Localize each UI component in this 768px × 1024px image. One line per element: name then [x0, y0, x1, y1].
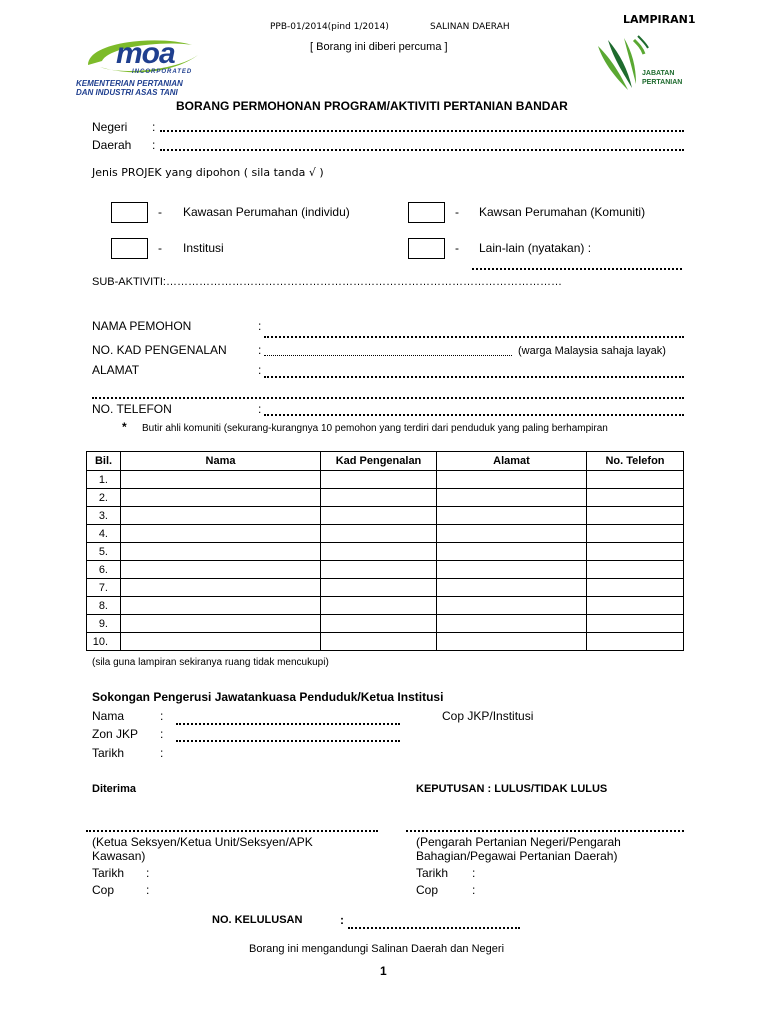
dash: -: [455, 205, 459, 219]
received-title: Diterima: [92, 783, 137, 795]
footer-note: Borang ini mengandungi Salinan Daerah dan Negeri: [249, 943, 505, 955]
address-field-line1[interactable]: [264, 376, 684, 378]
ic-cell[interactable]: [321, 507, 437, 525]
support-name-label: Nama: [92, 709, 125, 723]
phone-cell[interactable]: [587, 579, 684, 597]
moa-brand: moa: [116, 37, 175, 70]
jabatan-line1: JABATAN: [642, 70, 675, 77]
address-colon: :: [258, 363, 262, 377]
negeri-label: Negeri: [92, 120, 128, 134]
phone-label: NO. TELEFON: [92, 402, 172, 416]
moa-sub: INCORPORATED: [132, 69, 193, 75]
address-cell[interactable]: [437, 561, 587, 579]
decision-date-label: Tarikh: [416, 866, 449, 880]
row-number: 9.: [87, 615, 121, 633]
address-field-line2[interactable]: [92, 397, 684, 399]
row-number: 7.: [87, 579, 121, 597]
ic-cell[interactable]: [321, 615, 437, 633]
leaf-emblem-icon: [594, 34, 684, 96]
received-stamp-colon: :: [146, 883, 150, 897]
name-cell[interactable]: [121, 543, 321, 561]
support-zone-label: Zon JKP: [92, 727, 139, 741]
phone-cell[interactable]: [587, 525, 684, 543]
address-cell[interactable]: [437, 615, 587, 633]
name-cell[interactable]: [121, 597, 321, 615]
ic-cell[interactable]: [321, 471, 437, 489]
ic-cell[interactable]: [321, 525, 437, 543]
approval-number-field[interactable]: [348, 927, 520, 929]
received-date-colon: :: [146, 866, 150, 880]
negeri-field[interactable]: [160, 130, 684, 132]
ic-cell[interactable]: [321, 489, 437, 507]
moa-line1: KEMENTERIAN PERTANIAN: [76, 79, 183, 88]
project-prompt: Jenis PROJEK yang dipohon ( sila tanda √ ): [92, 166, 324, 179]
received-date-label: Tarikh: [92, 866, 125, 880]
moa-line2: DAN INDUSTRI ASAS TANI: [76, 88, 178, 97]
support-zone-colon: :: [160, 727, 164, 741]
row-number: 10.: [87, 633, 121, 651]
table-row: [87, 561, 684, 579]
name-cell[interactable]: [121, 525, 321, 543]
ic-cell[interactable]: [321, 579, 437, 597]
table-note: (sila guna lampiran sekiranya ruang tidak mencukupi): [92, 657, 329, 668]
address-cell[interactable]: [437, 543, 587, 561]
decision-date-colon: :: [472, 866, 476, 880]
ic-field[interactable]: [264, 355, 512, 356]
decision-stamp-label: Cop: [416, 883, 439, 897]
approval-label: NO. KELULUSAN: [212, 914, 303, 926]
col-nama: Nama: [121, 452, 321, 471]
support-date-colon: :: [160, 746, 164, 760]
applicant-name-colon: :: [258, 319, 262, 333]
row-number: 8.: [87, 597, 121, 615]
page-number: 1: [380, 964, 387, 978]
daerah-label: Daerah: [92, 138, 132, 152]
name-cell[interactable]: [121, 561, 321, 579]
jabatan-line2: PERTANIAN: [642, 79, 683, 86]
option-kawasan-komuniti: Kawsan Perumahan (Komuniti): [479, 205, 646, 219]
name-cell[interactable]: [121, 507, 321, 525]
address-cell[interactable]: [437, 597, 587, 615]
received-signatory: (Ketua Seksyen/Ketua Unit/Seksyen/APK Kawasan): [92, 835, 313, 863]
col-kad-pengenalan: Kad Pengenalan: [321, 452, 437, 471]
approval-colon: :: [340, 913, 344, 927]
lain-lain-field[interactable]: [472, 268, 682, 270]
table-row: [87, 597, 684, 615]
support-zone-field[interactable]: [176, 740, 400, 742]
phone-cell[interactable]: [587, 615, 684, 633]
checkbox-kawasan-individu[interactable]: [111, 202, 148, 223]
checkbox-institusi[interactable]: [111, 238, 148, 259]
checkbox-lain-lain[interactable]: [408, 238, 445, 259]
decision-signature-line[interactable]: [406, 830, 684, 832]
daerah-field[interactable]: [160, 149, 684, 151]
address-cell[interactable]: [437, 489, 587, 507]
table-header-row: [87, 452, 684, 471]
checkbox-kawasan-komuniti[interactable]: [408, 202, 445, 223]
support-name-colon: :: [160, 709, 164, 723]
option-lain-lain: Lain-lain (nyatakan) :: [479, 241, 592, 255]
dash: -: [455, 241, 459, 255]
address-cell[interactable]: [437, 633, 587, 651]
address-cell[interactable]: [437, 507, 587, 525]
ic-cell[interactable]: [321, 597, 437, 615]
row-number: 4.: [87, 525, 121, 543]
note-text: Butir ahli komuniti (sekurang-kurangnya 10 pemohon yang terdiri dari penduduk yang paling berhampiran: [142, 423, 608, 434]
applicant-name-label: NAMA PEMOHON: [92, 319, 192, 333]
address-cell[interactable]: [437, 579, 587, 597]
sub-activity-row[interactable]: [92, 276, 562, 288]
daerah-colon: :: [152, 138, 156, 152]
phone-field[interactable]: [264, 414, 684, 416]
table-row: [87, 507, 684, 525]
received-signature-line[interactable]: [86, 830, 378, 832]
moa-logo: [76, 35, 210, 101]
name-cell[interactable]: [121, 615, 321, 633]
attachment-label: LAMPIRAN1: [623, 13, 696, 26]
address-label: ALAMAT: [92, 363, 140, 377]
name-cell[interactable]: [121, 633, 321, 651]
option-institusi: Institusi: [183, 241, 224, 255]
row-number: 3.: [87, 507, 121, 525]
name-cell[interactable]: [121, 471, 321, 489]
row-number: 6.: [87, 561, 121, 579]
phone-cell[interactable]: [587, 507, 684, 525]
table-row: [87, 489, 684, 507]
phone-cell[interactable]: [587, 543, 684, 561]
col-alamat: Alamat: [437, 452, 587, 471]
col-bil: Bil.: [87, 452, 121, 471]
row-number: 2.: [87, 489, 121, 507]
col-no-telefon: No. Telefon: [587, 452, 684, 471]
decision-stamp-colon: :: [472, 883, 476, 897]
note-star: *: [122, 420, 127, 434]
address-cell[interactable]: [437, 471, 587, 489]
row-number: 1.: [87, 471, 121, 489]
ic-cell[interactable]: [321, 543, 437, 561]
table-row: [87, 471, 684, 489]
option-kawasan-individu: Kawasan Perumahan (individu): [183, 205, 350, 219]
name-cell[interactable]: [121, 489, 321, 507]
row-number: 5.: [87, 543, 121, 561]
received-stamp-label: Cop: [92, 883, 115, 897]
ic-colon: :: [258, 343, 262, 357]
sub-activity-label: SUB-AKTIVITI:: [92, 276, 166, 288]
ic-cell[interactable]: [321, 633, 437, 651]
support-date-label: Tarikh: [92, 746, 125, 760]
address-cell[interactable]: [437, 525, 587, 543]
table-row: [87, 525, 684, 543]
dash: -: [158, 205, 162, 219]
copy-type: SALINAN DAERAH: [430, 22, 510, 32]
decision-signatory: (Pengarah Pertanian Negeri/Pengarah Bahagian/Pegawai Pertanian Daerah): [416, 835, 621, 863]
table-row: [87, 543, 684, 561]
jabatan-pertanian-logo: [594, 34, 684, 96]
ic-label: NO. KAD PENGENALAN: [92, 343, 227, 357]
phone-cell[interactable]: [587, 561, 684, 579]
support-stamp-label: Cop JKP/Institusi: [442, 709, 534, 723]
members-table: [86, 451, 684, 651]
ic-note: (warga Malaysia sahaja layak): [518, 345, 666, 357]
name-cell[interactable]: [121, 579, 321, 597]
phone-colon: :: [258, 402, 262, 416]
negeri-colon: :: [152, 120, 156, 134]
phone-cell[interactable]: [587, 489, 684, 507]
table-row: [87, 633, 684, 651]
table-row: [87, 615, 684, 633]
ic-cell[interactable]: [321, 561, 437, 579]
table-row: [87, 579, 684, 597]
form-ref-code: PPB-01/2014(pind 1/2014): [270, 22, 389, 32]
phone-cell[interactable]: [587, 597, 684, 615]
applicant-name-field[interactable]: [264, 336, 684, 338]
form-title: BORANG PERMOHONAN PROGRAM/AKTIVITI PERTANIAN BANDAR: [176, 99, 568, 113]
decision-title: KEPUTUSAN : LULUS/TIDAK LULUS: [416, 783, 608, 795]
phone-cell[interactable]: [587, 471, 684, 489]
dash: -: [158, 241, 162, 255]
support-title: Sokongan Pengerusi Jawatankuasa Penduduk/Ketua Institusi: [92, 690, 444, 704]
sub-activity-dots: ………………………………………………………………………………………………: [165, 276, 562, 288]
phone-cell[interactable]: [587, 633, 684, 651]
free-notice: [ Borang ini diberi percuma ]: [310, 41, 448, 53]
support-name-field[interactable]: [176, 723, 400, 725]
